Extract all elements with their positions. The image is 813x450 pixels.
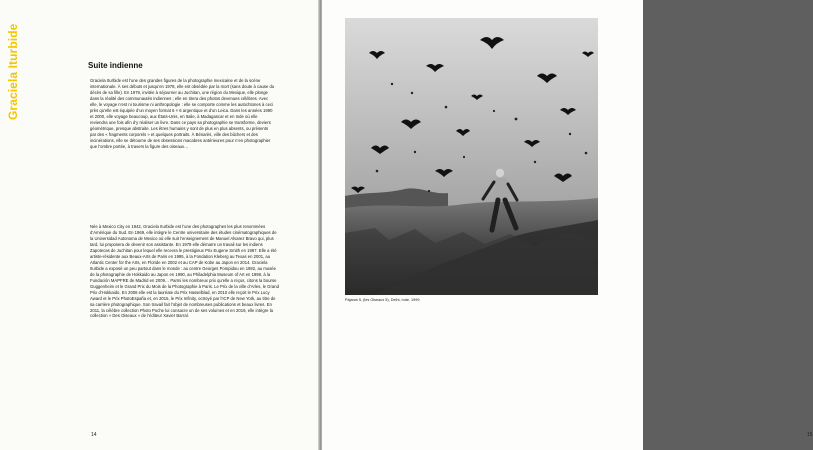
birds-over-field-photo-icon [345,18,598,295]
photo-caption: Pájaros 5, (les Oiseaux 5), Delhi, Inde, 1999 [345,298,420,302]
birds-over-field-photo [345,18,598,295]
right-page-number: 15 [807,432,813,438]
left-page-number: 14 [91,432,97,438]
intro-paragraph: Graciela Iturbide est l’une des grandes figures de la photographie mexicaine et de la scène internationale. À ses débuts et jusqu’en 1978, elle est obsédée par la mort (sans doute à cause du décès de sa fille). En 1979, invitée à séjourner au Juchitan, une région du Mexique, elle plonge dans la réalité des communautés indiennes ; elle en tirera des photos devenues célèbres. Avec elle, le voyage n’est ni tourisme ni anthropologie : elle se comporte comme les autochtones à ceci près qu’elle est équipée d’un moyen format 6 × 6 argentique et d’un Leica. Dans les années 1990 et 2000, elle voyage beaucoup, aux États-Unis, en Italie, à Madagascar et en Inde où elle reviendra une fois afin d’y réaliser un livre. Dans ce pays sa photographie se transforme, devient géométrique, presque abstraite. Les êtres humains y sont de plus en plus absents, ou présents par des « fragments corporels » et quelques portraits. À Bénarès, ville des bûchers et des incinérations, elle se détourne de ses obsessions macabres antérieures pour n’en photographier que l’ombre portée, à travers la figure des oiseaux… [90,78,275,149]
vertical-book-title: Graciela Iturbide [6,23,20,120]
left-page [0,0,319,450]
section-title: Suite indienne [88,61,143,70]
biography-paragraph: Née à Mexico City en 1942, Graciela Iturbide est l’une des photographes les plus renommées d’Amérique du Sud. En 1969, elle intègre le Centre universitaire des études cinématographiques de la Universidad Autonoma de Mexico où elle suit l’enseignement de Manuel Alvarez Bravo qui, plus tard, lui proposera de devenir son assistante. En 1979 elle démarre un travail sur les indiens Zapotecas de Juchitan pour lequel elle recevra le prestigieux Prix Eugene Smith en 1987. Elle a été artiste-résidente aux Beaux-Arts de Paris en 1995, à la Fondation Kleberg au Texas en 2001, au Atlantic Center for the Arts, en Floride en 2002 et au CAP de Kobe au Japon en 2014. Graciela Iturbide a exposé un peu partout dans le monde : au centre Georges Pompidou en 1982, au musée de la photographie de Hokkaido au Japon en 1990, au Philadelphia Museum of Art en 1998, à la Fundación MAPFRE de Madrid en 2009… Parmi les nombreux prix qu’elle a reçus, citons la bourse Guggenheim et le Grand Prix du Mois de la Photographie à Paris. Le Prix de la ville d’Arles, le Grand Prix d’Hokkaido. En 2008 elle est la lauréate du Prix Hasselblad, en 2010 elle reçoit le Prix Lucy Award et le Prix PhotoEspaña et, en 2015, le Prix Infinity, octroyé par l’ICP de New York, au titre de sa carrière photographique. Son travail fait l’objet de nombreuses publications et beaux livres. En 2011, la célèbre collection Photo Poche lui consacre un de ses volumes et en 2019, elle intègre la collection « Des Oiseaux » de l’éditeur Xavier Barral. [90,224,279,319]
rubble [345,228,598,295]
